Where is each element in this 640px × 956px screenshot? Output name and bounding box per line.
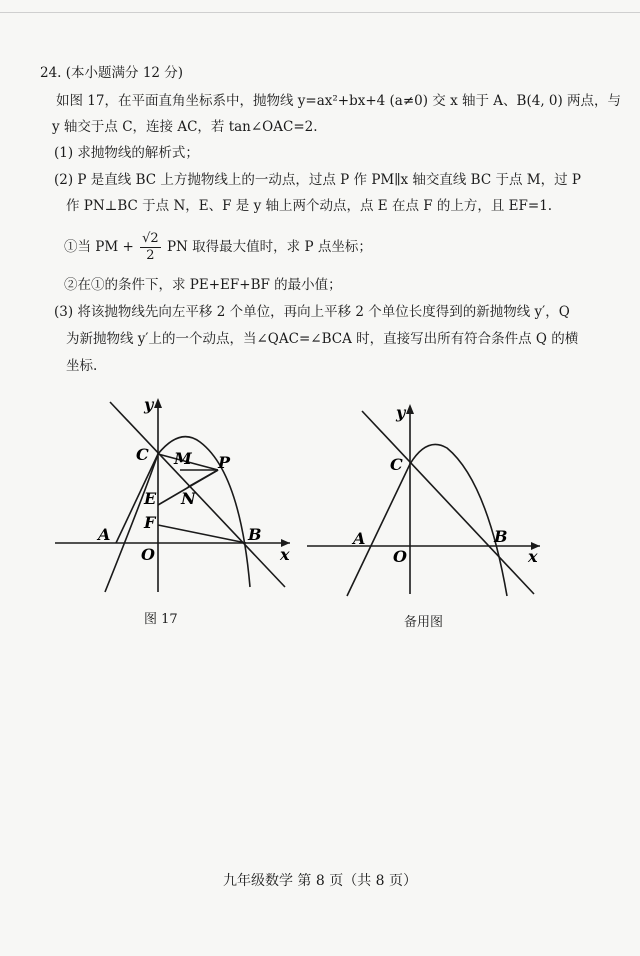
label-e: E: [144, 489, 157, 508]
part3-line1: (3) 将该抛物线先向左平移 2 个单位，再向上平移 2 个单位长度得到的新抛物线 y′，Q: [54, 304, 570, 320]
label-c: C: [136, 445, 149, 464]
backup-diagram: [302, 396, 552, 601]
page-footer: 九年级数学 第 8 页（共 8 页）: [222, 873, 418, 889]
part1-text: (1) 求抛物线的解析式；: [54, 145, 199, 161]
figure-17-caption: 图 17: [144, 612, 178, 627]
y-axis-arrow: [154, 398, 162, 408]
label-x: x: [528, 547, 538, 566]
problem-intro-line1: 如图 17，在平面直角坐标系中，抛物线 y=ax²+bx+4 (a≠0) 交 x 轴于 A、B(4, 0) 两点，与: [56, 93, 622, 109]
problem-intro-line2: y 轴交于点 C，连接 AC，若 tan∠OAC=2.: [52, 119, 318, 135]
part2-line2: 作 PN⊥BC 于点 N，E、F 是 y 轴上两个动点，点 E 在点 F 的上方，且 EF=1.: [66, 198, 553, 214]
sub1-suffix: PN 取得最大值时，求 P 点坐标；: [166, 239, 372, 255]
label-b: B: [494, 527, 508, 546]
backup-figure-caption: 备用图: [404, 615, 444, 630]
sub2-text: ②在①的条件下，求 PE+EF+BF 的最小值；: [64, 277, 342, 293]
label-y: y: [144, 395, 154, 414]
label-a: A: [98, 525, 111, 544]
label-c: C: [390, 455, 403, 474]
label-o: O: [141, 545, 155, 564]
sub1-line: [64, 230, 372, 264]
label-f: F: [144, 513, 156, 532]
problem-header: 24. (本小题满分 12 分): [40, 65, 184, 81]
label-b: B: [248, 525, 262, 544]
part3-line2: 为新抛物线 y′上的一个动点，当∠QAC=∠BCA 时，直接写出所有符合条件点 Q 的横: [66, 331, 579, 347]
part3-line3: 坐标.: [66, 358, 98, 374]
y-axis-arrow: [406, 404, 414, 414]
segment-fb: [158, 525, 246, 543]
fraction-numerator: √2: [142, 231, 159, 246]
figure-17-diagram: [50, 392, 300, 602]
label-y: y: [396, 403, 406, 422]
part2-line1: (2) P 是直线 BC 上方抛物线上的一动点，过点 P 作 PM∥x 轴交直线 BC 于点 M，过 P: [54, 172, 581, 188]
label-x: x: [280, 545, 290, 564]
label-m: M: [174, 449, 192, 468]
label-p: P: [218, 453, 231, 472]
label-o: O: [393, 547, 407, 566]
label-n: N: [181, 489, 196, 508]
parabola-curve: [347, 444, 507, 596]
page-top-border: [0, 12, 640, 13]
line-bc: [110, 402, 285, 587]
fraction-denominator: 2: [146, 248, 155, 263]
label-a: A: [353, 529, 366, 548]
sub1-prefix: ①当 PM +: [64, 239, 134, 255]
sqrt2-over-2-fraction: [140, 231, 161, 264]
line-bc: [362, 411, 534, 594]
